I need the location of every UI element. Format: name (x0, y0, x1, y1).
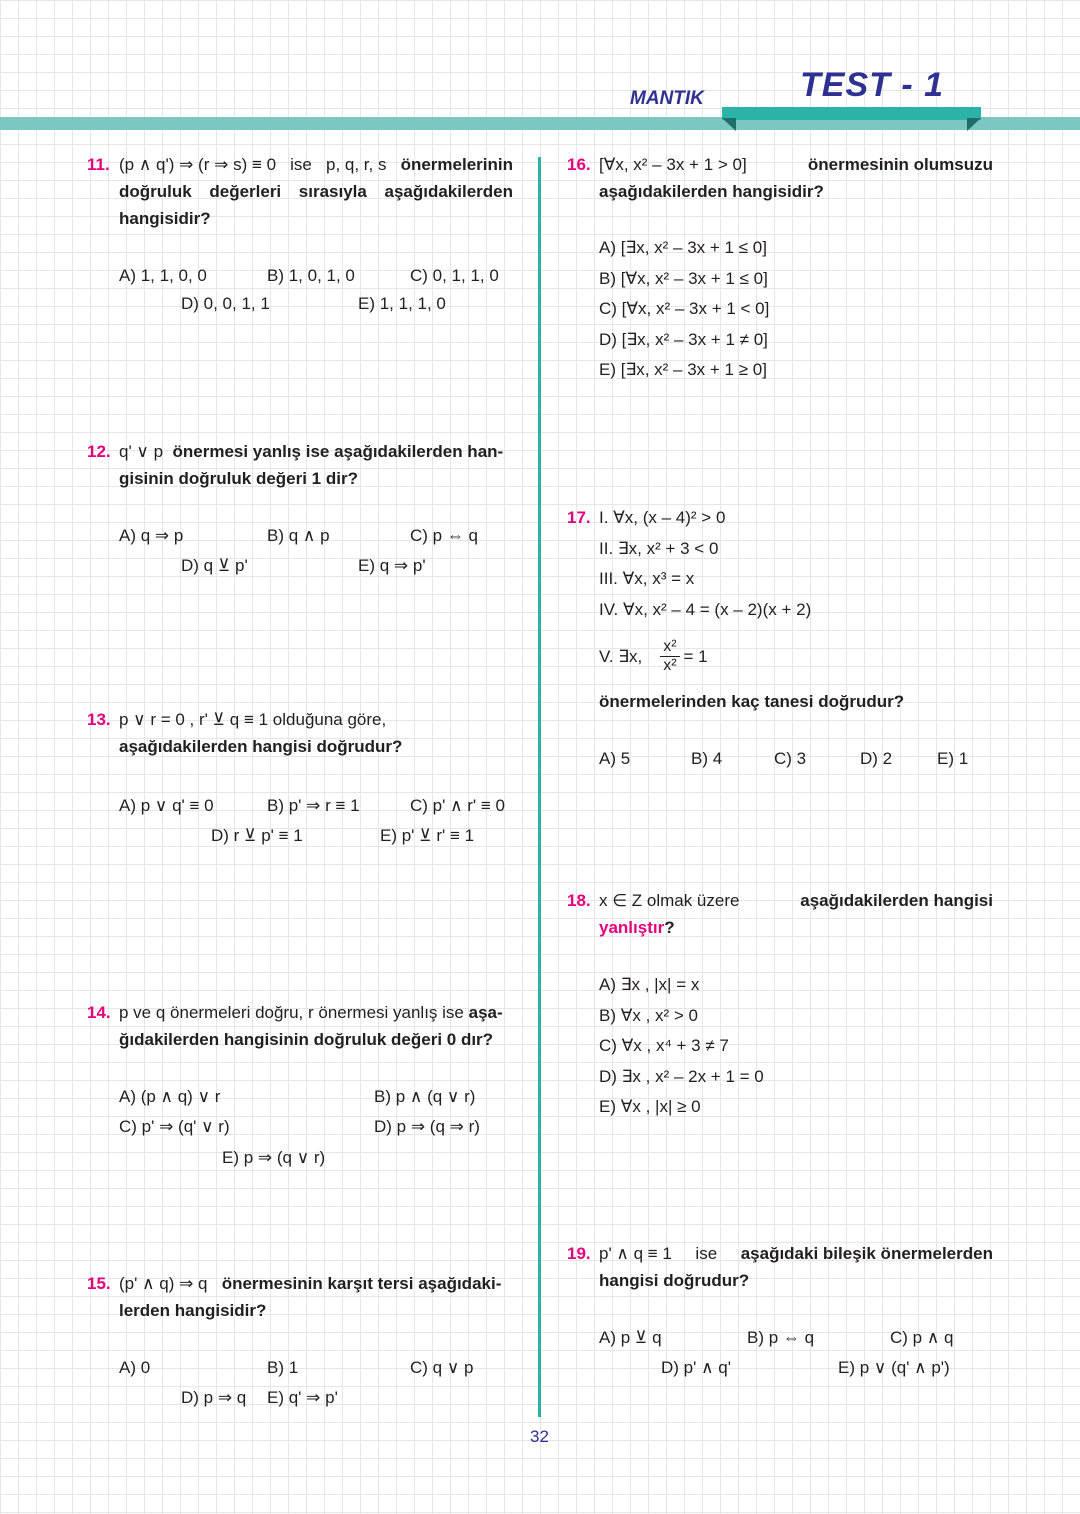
option-d[interactable]: D) ∃x , x² – 2x + 1 = 0 (599, 1066, 764, 1086)
question-number: 16. (567, 155, 591, 174)
stem-text: önermesinin karşıt tersi aşağıdaki- (221, 1274, 502, 1293)
option-a[interactable]: A) ∃x , |x| = x (599, 975, 700, 994)
option-d[interactable]: D) p ⇒ (q ⇒ r) (374, 1117, 480, 1136)
question-number: 12. (87, 442, 111, 461)
question-stem (119, 151, 513, 232)
statement-v-prefix: V. ∃x, (599, 646, 643, 666)
option-e[interactable]: E) q' ⇒ p' (267, 1388, 338, 1407)
stem-text: önermesi yanlış ise aşağıdakilerden han- (172, 442, 504, 461)
question-stem (119, 438, 513, 492)
stem-text: ise (290, 155, 312, 174)
option-e[interactable]: E) 1 (937, 749, 969, 768)
question-19 (567, 1240, 993, 1384)
options (599, 1324, 993, 1384)
option-e[interactable]: E) [∃x, x² – 3x + 1 ≥ 0] (599, 360, 767, 379)
option-e[interactable]: E) p ⇒ (q ∨ r) (222, 1148, 326, 1167)
option-c[interactable]: C) p ⇔ q (410, 526, 479, 545)
stem-text: ğıdakilerden hangisinin doğruluk değeri 0 dır? (119, 1030, 494, 1049)
question-stem (119, 999, 513, 1053)
stem-text: hangisi doğrudur? (599, 1271, 750, 1290)
stem-text: p ∨ r = 0 , r' ⊻ q ≡ 1 olduğuna göre, (119, 710, 387, 729)
question-stem (599, 1240, 993, 1294)
stem-text: önermelerinin (400, 155, 513, 174)
options (599, 745, 993, 775)
statement-v (599, 626, 993, 686)
option-d[interactable]: D) 0, 0, 1, 1 (181, 294, 270, 313)
options (599, 234, 993, 387)
formula: p' ∧ q ≡ 1 (599, 1244, 672, 1263)
option-e[interactable]: E) 1, 1, 1, 0 (358, 294, 446, 313)
test-title: TEST - 1 (800, 66, 945, 104)
fraction-denominator: x² (660, 656, 679, 675)
option-d[interactable]: D) r ⊻ p' ≡ 1 (211, 826, 303, 845)
option-c[interactable]: C) p' ⇒ (q' ∨ r) (119, 1117, 230, 1136)
question-18 (567, 887, 993, 1124)
option-e[interactable]: E) ∀x , |x| ≥ 0 (599, 1097, 701, 1116)
stem-text: gisinin doğruluk değeri 1 dir? (119, 469, 358, 488)
stem-text: ise (695, 1244, 718, 1263)
option-b[interactable]: B) 4 (691, 749, 723, 768)
option-c[interactable]: C) 3 (774, 749, 807, 768)
question-11 (87, 151, 513, 322)
option-a[interactable]: A) p ⊻ q (599, 1328, 662, 1347)
stem-text: lerden hangisidir? (119, 1301, 267, 1320)
statement-list (599, 504, 993, 686)
option-c[interactable]: C) p' ∧ r' ≡ 0 (410, 796, 505, 815)
question-stem (119, 706, 513, 760)
option-b[interactable]: B) ∀x , x² > 0 (599, 1005, 699, 1025)
stem-text: p ve q önermeleri doğru, r önermesi yanlış ise (119, 1003, 464, 1022)
stem-text: p, q, r, s (325, 155, 387, 174)
formula: [∀x, x² – 3x + 1 > 0] (599, 155, 747, 174)
option-e[interactable]: E) p' ⊻ r' ≡ 1 (380, 826, 475, 845)
question-15 (87, 1270, 513, 1414)
fraction-numerator: x² (663, 637, 677, 655)
header-tab-fold-right (967, 118, 981, 131)
option-b[interactable]: B) 1 (267, 1358, 299, 1377)
stem-text: doğruluk değerleri sırasıyla aşağıdakilerden (119, 182, 513, 201)
stem-text: ? (664, 918, 675, 937)
formula: q' ∨ p (119, 442, 164, 461)
statement-iv: IV. ∀x, x² – 4 = (x – 2)(x + 2) (599, 599, 812, 619)
options (119, 522, 513, 582)
stem-text: aşağıdakilerden hangisidir? (599, 182, 824, 201)
option-a[interactable]: A) q ⇒ p (119, 526, 184, 545)
option-a[interactable]: A) 5 (599, 749, 631, 768)
option-a[interactable]: A) (p ∧ q) ∨ r (119, 1087, 221, 1106)
option-d[interactable]: D) p' ∧ q' (661, 1358, 731, 1377)
options (119, 1083, 513, 1173)
statement-iii: III. ∀x, x³ = x (599, 569, 695, 588)
stem-text: aşağıdakilerden hangisi (800, 891, 993, 910)
question-14 (87, 999, 513, 1173)
option-b[interactable]: B) p' ⇒ r ≡ 1 (267, 796, 360, 815)
header-tab (722, 107, 981, 120)
stem-text: aşağıdakilerden hangisi doğrudur? (119, 737, 403, 756)
stem-text: hangisidir? (119, 209, 211, 228)
question-stem (119, 1270, 513, 1324)
option-e[interactable]: E) p ∨ (q' ∧ p') (838, 1358, 950, 1377)
options (119, 792, 513, 852)
question-number: 14. (87, 1003, 111, 1022)
option-d[interactable]: D) 2 (860, 749, 893, 768)
section-title: MANTIK (630, 88, 704, 109)
option-d[interactable]: D) [∃x, x² – 3x + 1 ≠ 0] (599, 329, 768, 349)
question-13 (87, 706, 513, 852)
option-c[interactable]: C) 0, 1, 1, 0 (410, 266, 499, 285)
fraction-rhs: = 1 (683, 646, 708, 666)
option-d[interactable]: D) q ⊻ p' (181, 556, 248, 575)
option-c[interactable]: C) ∀x , x⁴ + 3 ≠ 7 (599, 1036, 729, 1055)
column-divider (538, 157, 541, 1417)
option-d[interactable]: D) p ⇒ q (181, 1388, 247, 1407)
options (599, 971, 993, 1124)
question-number: 13. (87, 710, 111, 729)
option-a[interactable]: A) 1, 1, 0, 0 (119, 266, 207, 285)
question-number: 17. (567, 508, 591, 527)
option-c[interactable]: C) p ∧ q (890, 1328, 954, 1347)
options (119, 262, 513, 322)
stem-text: aşa- (468, 1003, 503, 1022)
page-number: 32 (530, 1427, 549, 1446)
option-b[interactable]: B) p ⇔ q (747, 1328, 815, 1347)
statement-ii: II. ∃x, x² + 3 < 0 (599, 538, 719, 558)
option-b[interactable]: B) 1, 0, 1, 0 (267, 266, 355, 285)
option-b[interactable]: B) [∀x, x² – 3x + 1 ≤ 0] (599, 268, 768, 288)
question-12 (87, 438, 513, 582)
formula: (p' ∧ q) ⇒ q (119, 1274, 208, 1293)
options (119, 1354, 513, 1414)
question-17 (567, 504, 993, 775)
option-c[interactable]: C) [∀x, x² – 3x + 1 < 0] (599, 299, 770, 318)
emphasis-text: yanlıştır (599, 918, 665, 937)
question-16 (567, 151, 993, 387)
option-b[interactable]: B) q ∧ p (267, 526, 330, 545)
statement-i: I. ∀x, (x – 4)² > 0 (599, 508, 726, 527)
question-stem (599, 151, 993, 205)
option-c[interactable]: C) q ∨ p (410, 1358, 474, 1377)
option-b[interactable]: B) p ∧ (q ∨ r) (374, 1087, 476, 1106)
formula: (p ∧ q') ⇒ (r ⇒ s) ≡ 0 (119, 155, 277, 174)
question-stem (599, 887, 993, 941)
question-number: 15. (87, 1274, 111, 1293)
header-tab-fold-left (722, 118, 736, 131)
option-a[interactable]: A) p ∨ q' ≡ 0 (119, 796, 214, 815)
fraction (660, 638, 679, 675)
stem-text: x ∈ Z olmak üzere (599, 891, 740, 910)
stem-text: önermesinin olumsuzu (807, 155, 993, 174)
question-number: 11. (87, 155, 110, 174)
question-number: 19. (567, 1244, 591, 1263)
option-a[interactable]: A) 0 (119, 1358, 151, 1377)
stem-text: aşağıdaki bileşik önermelerden (740, 1244, 993, 1263)
option-e[interactable]: E) q ⇒ p' (358, 556, 426, 575)
option-a[interactable]: A) [∃x, x² – 3x + 1 ≤ 0] (599, 238, 767, 257)
question-number: 18. (567, 891, 591, 910)
stem-text: önermelerinden kaç tanesi doğrudur? (599, 692, 905, 711)
